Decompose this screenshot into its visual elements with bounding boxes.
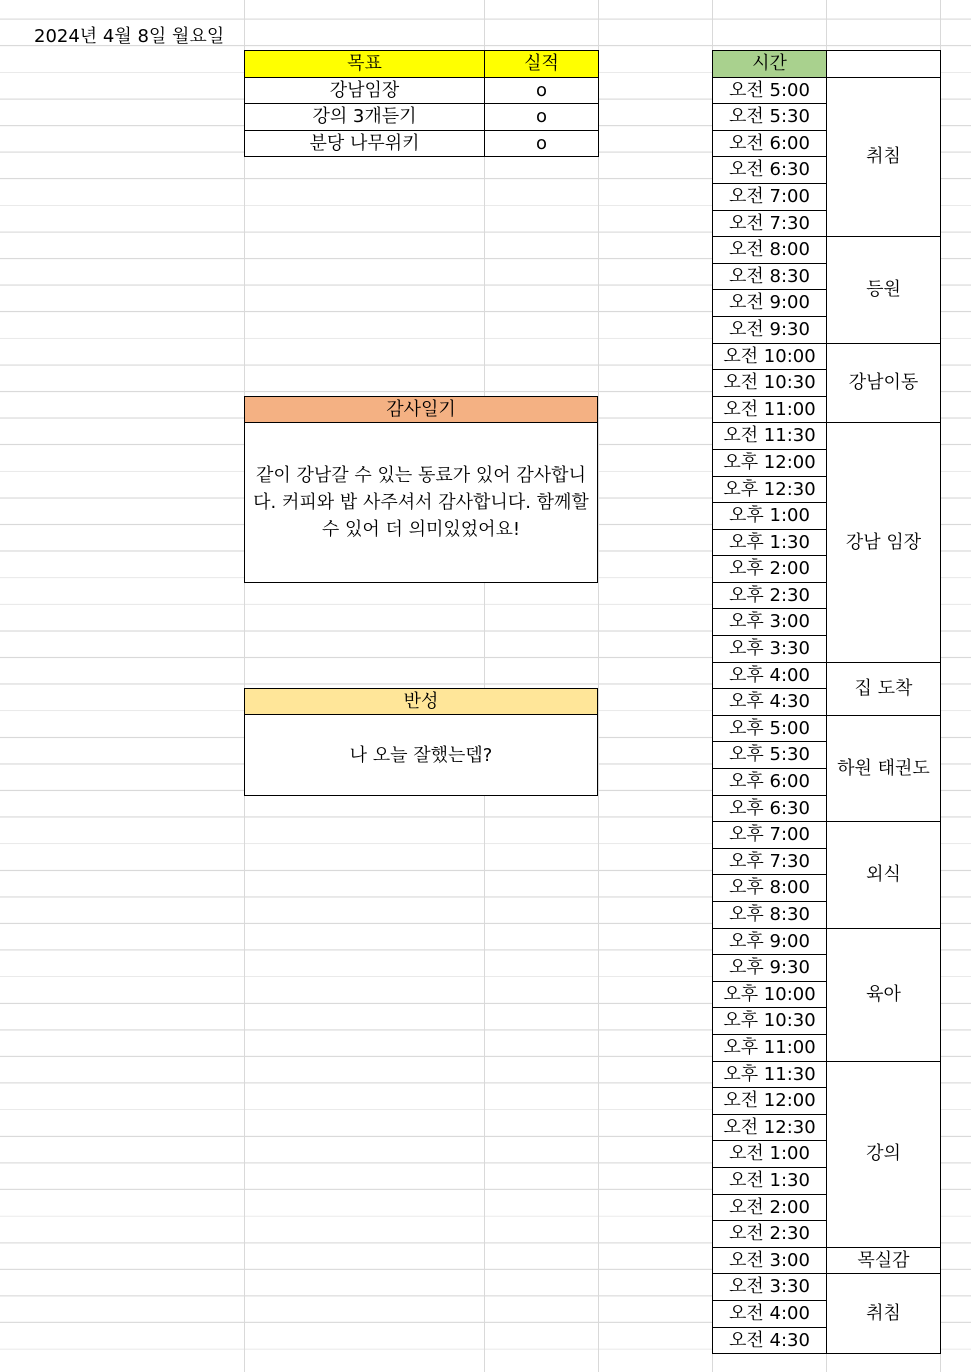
goal-table bbox=[244, 50, 599, 157]
time-cell[interactable]: 오전 10:30 bbox=[713, 370, 827, 397]
goal-header[interactable]: 목표 bbox=[245, 51, 485, 78]
time-cell[interactable]: 오전 10:00 bbox=[713, 343, 827, 370]
schedule-row bbox=[713, 1274, 941, 1301]
time-cell[interactable]: 오후 9:00 bbox=[713, 928, 827, 955]
time-cell[interactable]: 오후 4:00 bbox=[713, 662, 827, 689]
time-cell[interactable]: 오후 10:00 bbox=[713, 981, 827, 1008]
time-cell[interactable]: 오전 9:30 bbox=[713, 316, 827, 343]
goal-row bbox=[245, 130, 599, 157]
goal-cell[interactable]: 강남임장 bbox=[245, 77, 485, 104]
time-cell[interactable]: 오전 11:00 bbox=[713, 396, 827, 423]
schedule-header-row bbox=[713, 51, 941, 78]
time-cell[interactable]: 오전 2:30 bbox=[713, 1221, 827, 1248]
time-cell[interactable]: 오후 1:30 bbox=[713, 529, 827, 556]
activity-cell[interactable]: 강남이동 bbox=[827, 343, 941, 423]
time-cell[interactable]: 오후 2:00 bbox=[713, 556, 827, 583]
reflection-text[interactable]: 나 오늘 잘했는뎁? bbox=[244, 715, 598, 796]
time-cell[interactable]: 오전 8:00 bbox=[713, 237, 827, 264]
result-cell[interactable]: o bbox=[485, 130, 599, 157]
time-cell[interactable]: 오전 6:00 bbox=[713, 130, 827, 157]
time-cell[interactable]: 오후 12:30 bbox=[713, 476, 827, 503]
activity-cell[interactable]: 강남 임장 bbox=[827, 423, 941, 662]
activity-header[interactable] bbox=[827, 51, 941, 78]
time-cell[interactable]: 오후 3:00 bbox=[713, 609, 827, 636]
goal-row bbox=[245, 104, 599, 131]
time-cell[interactable]: 오전 11:30 bbox=[713, 423, 827, 450]
time-cell[interactable]: 오전 1:00 bbox=[713, 1141, 827, 1168]
time-cell[interactable]: 오후 9:30 bbox=[713, 955, 827, 982]
schedule-row bbox=[713, 423, 941, 450]
time-cell[interactable]: 오후 2:30 bbox=[713, 582, 827, 609]
date-title: 2024년 4월 8일 월요일 bbox=[34, 26, 225, 47]
activity-cell[interactable]: 외식 bbox=[827, 822, 941, 928]
activity-cell[interactable]: 등원 bbox=[827, 237, 941, 343]
activity-cell[interactable]: 집 도착 bbox=[827, 662, 941, 715]
schedule-row bbox=[713, 237, 941, 264]
time-cell[interactable]: 오전 3:30 bbox=[713, 1274, 827, 1301]
time-cell[interactable]: 오전 5:30 bbox=[713, 104, 827, 131]
reflection-title[interactable]: 반성 bbox=[244, 688, 598, 715]
time-cell[interactable]: 오전 6:30 bbox=[713, 157, 827, 184]
goal-cell[interactable]: 분당 나무위키 bbox=[245, 130, 485, 157]
time-cell[interactable]: 오전 8:30 bbox=[713, 263, 827, 290]
time-cell[interactable]: 오후 7:00 bbox=[713, 822, 827, 849]
time-header[interactable]: 시간 bbox=[713, 51, 827, 78]
time-cell[interactable]: 오후 11:30 bbox=[713, 1061, 827, 1088]
schedule-row bbox=[713, 343, 941, 370]
time-cell[interactable]: 오전 3:00 bbox=[713, 1247, 827, 1274]
time-cell[interactable]: 오후 11:00 bbox=[713, 1034, 827, 1061]
schedule-table bbox=[712, 50, 941, 1354]
goal-row bbox=[245, 77, 599, 104]
activity-cell[interactable]: 취침 bbox=[827, 1274, 941, 1354]
result-cell[interactable]: o bbox=[485, 104, 599, 131]
time-cell[interactable]: 오후 5:30 bbox=[713, 742, 827, 769]
time-cell[interactable]: 오전 12:30 bbox=[713, 1114, 827, 1141]
gratitude-text[interactable]: 같이 강남갈 수 있는 동료가 있어 감사합니다. 커피와 밥 사주셔서 감사합니다. 함께할 수 있어 더 의미있었어요! bbox=[244, 423, 598, 583]
time-cell[interactable]: 오전 7:00 bbox=[713, 183, 827, 210]
time-cell[interactable]: 오전 5:00 bbox=[713, 77, 827, 104]
activity-cell[interactable]: 취침 bbox=[827, 77, 941, 237]
time-cell[interactable]: 오후 5:00 bbox=[713, 715, 827, 742]
time-cell[interactable]: 오후 7:30 bbox=[713, 848, 827, 875]
schedule-row bbox=[713, 928, 941, 955]
time-cell[interactable]: 오후 8:00 bbox=[713, 875, 827, 902]
activity-cell[interactable]: 목실감 bbox=[827, 1247, 941, 1274]
goal-cell[interactable]: 강의 3개듣기 bbox=[245, 104, 485, 131]
goal-header-row bbox=[245, 51, 599, 78]
time-cell[interactable]: 오전 1:30 bbox=[713, 1167, 827, 1194]
time-cell[interactable]: 오후 10:30 bbox=[713, 1008, 827, 1035]
activity-cell[interactable]: 육아 bbox=[827, 928, 941, 1061]
time-cell[interactable]: 오전 12:00 bbox=[713, 1088, 827, 1115]
time-cell[interactable]: 오전 4:30 bbox=[713, 1327, 827, 1354]
schedule-row bbox=[713, 662, 941, 689]
time-cell[interactable]: 오후 6:30 bbox=[713, 795, 827, 822]
schedule-row bbox=[713, 715, 941, 742]
result-cell[interactable]: o bbox=[485, 77, 599, 104]
time-cell[interactable]: 오전 7:30 bbox=[713, 210, 827, 237]
schedule-row bbox=[713, 1247, 941, 1274]
time-cell[interactable]: 오전 9:00 bbox=[713, 290, 827, 317]
time-cell[interactable]: 오후 4:30 bbox=[713, 689, 827, 716]
schedule-row bbox=[713, 77, 941, 104]
time-cell[interactable]: 오전 4:00 bbox=[713, 1300, 827, 1327]
schedule-row bbox=[713, 1061, 941, 1088]
time-cell[interactable]: 오후 12:00 bbox=[713, 449, 827, 476]
schedule-row bbox=[713, 822, 941, 849]
time-cell[interactable]: 오전 2:00 bbox=[713, 1194, 827, 1221]
time-cell[interactable]: 오후 8:30 bbox=[713, 902, 827, 929]
time-cell[interactable]: 오후 6:00 bbox=[713, 769, 827, 796]
result-header[interactable]: 실적 bbox=[485, 51, 599, 78]
activity-cell[interactable]: 하원 태권도 bbox=[827, 715, 941, 821]
gratitude-title[interactable]: 감사일기 bbox=[244, 396, 598, 423]
time-cell[interactable]: 오후 1:00 bbox=[713, 503, 827, 530]
time-cell[interactable]: 오후 3:30 bbox=[713, 636, 827, 663]
activity-cell[interactable]: 강의 bbox=[827, 1061, 941, 1247]
